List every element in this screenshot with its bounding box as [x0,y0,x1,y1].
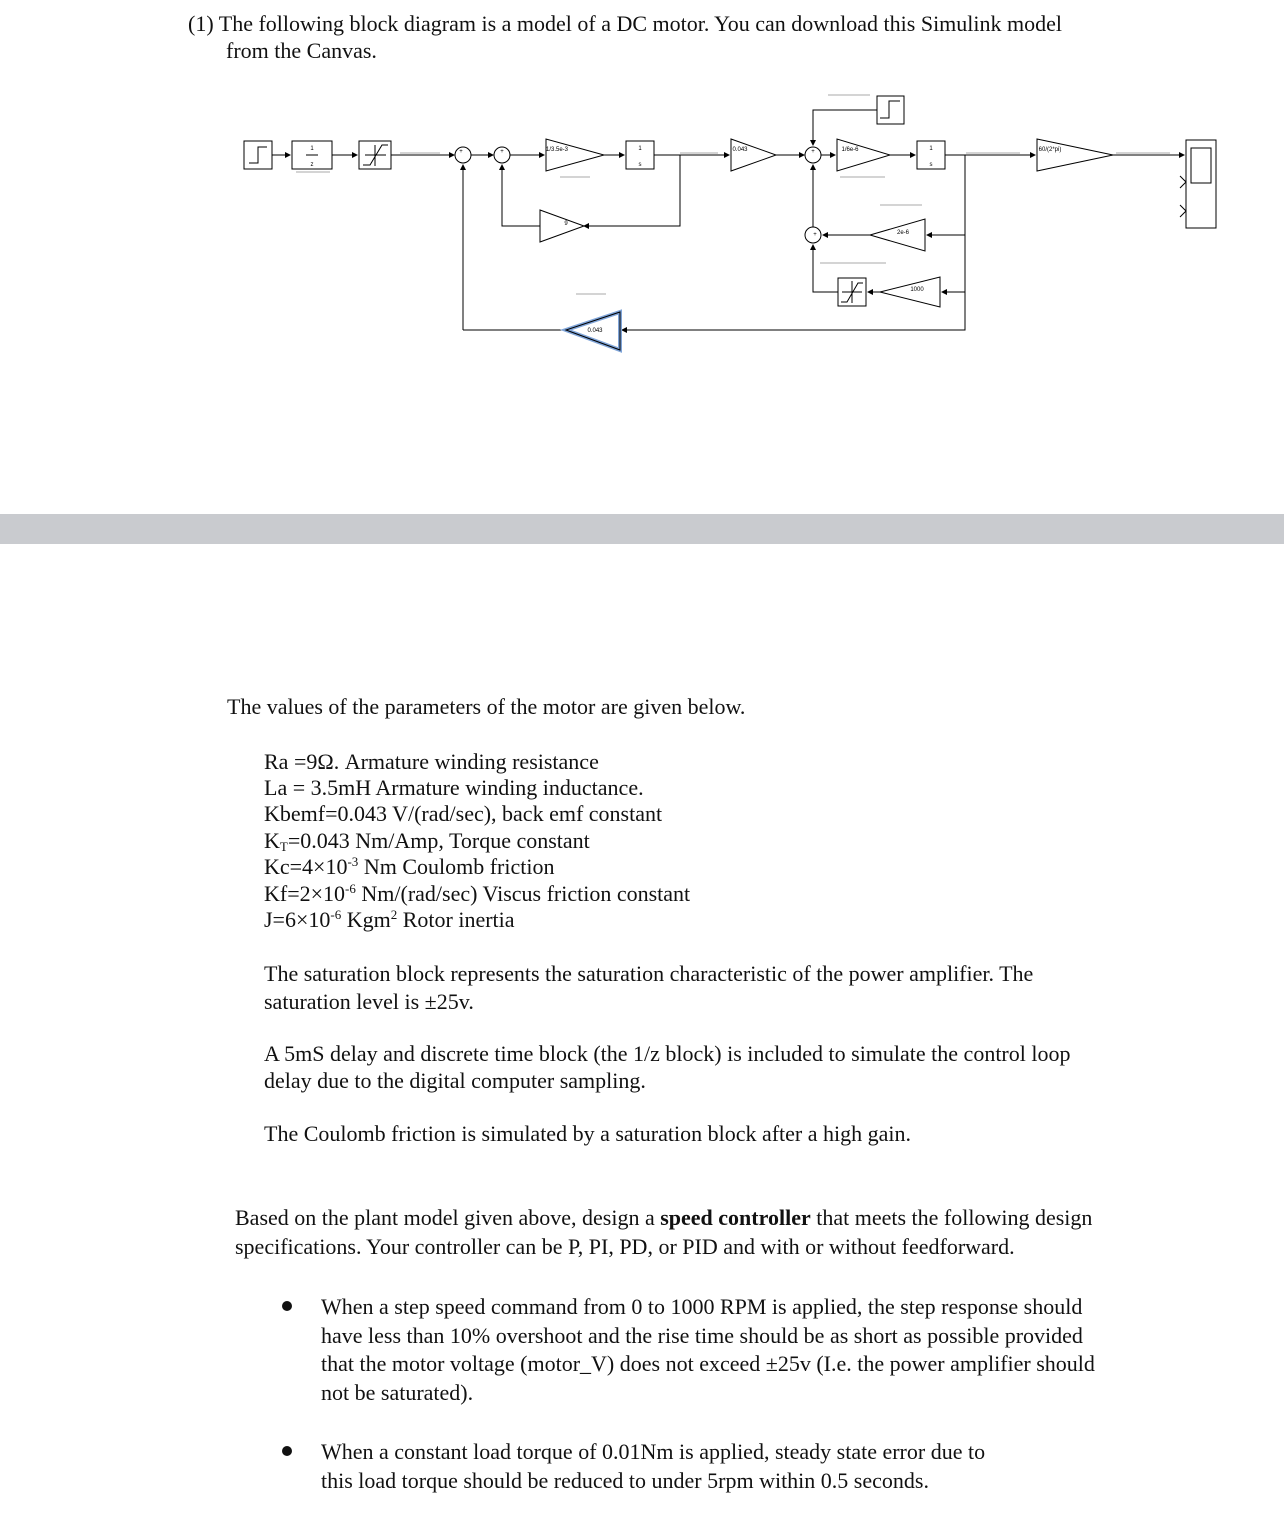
gain-ra-label: 9 [564,221,568,227]
sum3-plus: + [811,149,815,155]
bullet-1-line-3: that the motor voltage (motor_V) does not exceed ±25v (I.e. the power amplifier should [321,1351,1095,1376]
intro-line-1: (1) The following block diagram is a model of a DC motor. You can download this Simulink model [188,11,1063,36]
bullet-2-line-1: When a constant load torque of 0.01Nm is applied, steady state error due to [321,1439,986,1464]
int2-den: s [929,162,933,168]
param-j: $J=6\times 10^{-6}$ Kgm$^2$ Rotor inertia [264,907,515,932]
scope-screen-icon [1191,148,1211,183]
params-heading: The values of the parameters of the motor are given below. [227,694,746,719]
param-kt: $K_T=0.043$ Nm/Amp, Torque constant [264,828,590,854]
sum4-plus: + [813,232,817,238]
gain-j-label: 1/6e-6 [841,147,859,153]
param-kf: $Kf=2\times 10^{-6}$ Nm/(rad/sec) Viscus friction constant [264,881,691,906]
param-kc: $Kc=4\times 10^{-3}$ Nm Coulomb friction [264,854,555,879]
gain-kb-label: 0.043 [587,328,603,334]
int1-den: s [638,162,642,168]
design-line-1: Based on the plant model given above, design a speed controller that meets the following design [235,1205,1093,1230]
sum-voltage-block [455,147,471,163]
intro-line-2: from the Canvas. [226,38,377,63]
delay-line-2: delay due to the digital computer sampling. [264,1068,646,1093]
coulomb-line-1: The Coulomb friction is simulated by a saturation block after a high gain. [264,1121,912,1146]
page-separator-band [0,514,1284,544]
gain-hi-label: 1000 [910,287,924,293]
gain-torque-constant-block [731,139,776,171]
load-torque-step-block [877,96,904,124]
bullet-2-line-2: this load torque should be reduced to under 5rpm within 0.5 seconds. [321,1468,929,1493]
int2-num: 1 [929,146,933,152]
saturation-line-2: saturation level is ±25v. [264,989,474,1014]
bullet-marker-1 [282,1301,292,1311]
delay-den: z [310,162,314,168]
int1-num: 1 [638,146,642,152]
bullet-marker-2 [282,1446,292,1456]
gain-inductance-block [546,139,604,171]
gain-kt-label: 0.043 [732,147,748,153]
delay-num: 1 [310,146,314,152]
step-icon [249,147,267,163]
gain-inertia-block [837,139,890,171]
gain-kf-label: 2e-6 [896,230,910,236]
saturation-line-1: The saturation block represents the saturation characteristic of the power amplifier. The [264,961,1034,986]
bullet-1-line-2: have less than 10% overshoot and the rise time should be as short as possible provided [321,1323,1083,1348]
design-emphasis: speed controller [660,1205,811,1230]
bullet-1-line-1: When a step speed command from 0 to 1000 RPM is applied, the step response should [321,1294,1083,1319]
dc-motor-block-diagram [0,70,1284,360]
gain-amp-label: 1/3.5e-3 [545,147,569,153]
param-ra: Ra =9Ω. Armature winding resistance [264,749,599,774]
sum2-plus: + [500,149,504,155]
gain-rpm-label: 60/(2*pi) [1038,147,1062,153]
gain-resistance-block [540,210,584,242]
delay-line-1: A 5mS delay and discrete time block (the 1/z block) is included to simulate the control loop [264,1041,1071,1066]
param-kbemf: Kbemf=0.043 V/(rad/sec), back emf constant [264,801,663,826]
gain-rpm-conversion-block [1037,139,1113,171]
sum1-plus: + [459,149,463,155]
design-line-2: specifications. Your controller can be P, PI, PD, or PID and with or without feedforward. [235,1234,1015,1259]
param-la: La = 3.5mH Armature winding inductance. [264,775,644,800]
bullet-1-line-4: not be saturated). [321,1380,474,1405]
